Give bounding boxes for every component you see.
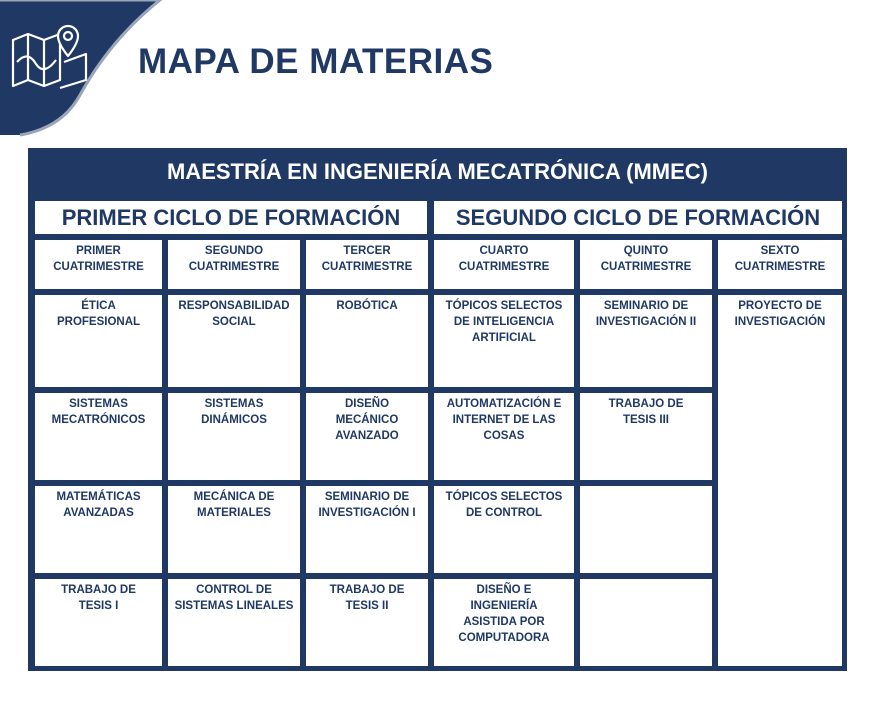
subject-cell-label: CONTROL DE SISTEMAS LINEALES (174, 584, 294, 612)
subject-cell (35, 579, 162, 666)
subject-cell (168, 295, 300, 387)
subject-cell-label: TÓPICOS SELECTOS DE INTELIGENCIA ARTIFICIAL (445, 300, 563, 344)
subject-cell (580, 486, 712, 573)
term-header-3-label: TERCER CUATRIMESTRE (321, 245, 413, 273)
term-header-6 (718, 240, 842, 289)
subject-cell (168, 486, 300, 573)
subject-cell (306, 393, 428, 480)
subject-cell (35, 295, 162, 387)
subject-cell (434, 579, 574, 666)
subject-cell-label: MECÁNICA DE MATERIALES (193, 491, 275, 519)
page-title: MAPA DE MATERIAS (138, 42, 494, 81)
subject-cell (168, 393, 300, 480)
subject-cell-label: SEMINARIO DE INVESTIGACIÓN I (318, 491, 416, 519)
term-header-6-label: SEXTO CUATRIMESTRE (734, 245, 826, 273)
term-header-1-label: PRIMER CUATRIMESTRE (53, 245, 144, 273)
subject-cell (580, 393, 712, 480)
subject-cell-label: MATEMÁTICAS AVANZADAS (56, 491, 141, 519)
term-header-4 (434, 240, 574, 289)
subject-cell (35, 393, 162, 480)
program-title: MAESTRÍA EN INGENIERÍA MECATRÓNICA (MMEC) (166, 159, 709, 184)
subject-cell-label: TÓPICOS SELECTOS DE CONTROL (445, 491, 563, 519)
term-header-2 (168, 240, 300, 289)
term-header-5 (580, 240, 712, 289)
subject-cell (434, 295, 574, 387)
subject-map-table (28, 148, 847, 671)
subject-cell-label: TRABAJO DE TESIS I (61, 584, 136, 612)
subject-cell-label: TRABAJO DE TESIS III (608, 398, 684, 426)
term-header-3 (306, 240, 428, 289)
subject-cell (306, 295, 428, 387)
subject-cell (434, 393, 574, 480)
subject-cell (168, 579, 300, 666)
subject-cell-label: RESPONSABILIDAD SOCIAL (178, 300, 290, 328)
second-cycle-header: SEGUNDO CICLO DE FORMACIÓN (434, 201, 842, 234)
subject-cell-label: ROBÓTICA (336, 300, 398, 312)
term-header-2-label: SEGUNDO CUATRIMESTRE (188, 245, 280, 273)
subject-cell (35, 486, 162, 573)
subject-cell (718, 295, 842, 666)
term-header-1 (35, 240, 162, 289)
term-header-5-label: QUINTO CUATRIMESTRE (600, 245, 692, 273)
first-cycle-header: PRIMER CICLO DE FORMACIÓN (35, 201, 427, 234)
subject-cell-label: DISEÑO E INGENIERÍA ASISTIDA POR COMPUTADORA (458, 584, 550, 644)
subject-cell-label: SISTEMAS DINÁMICOS (201, 398, 267, 426)
subject-cell (580, 579, 712, 666)
subject-cell (434, 486, 574, 573)
subject-cell (580, 295, 712, 387)
subject-cell (306, 579, 428, 666)
subject-cell (306, 486, 428, 573)
subject-cell-label: SISTEMAS MECATRÓNICOS (51, 398, 146, 426)
subject-cell-label: TRABAJO DE TESIS II (329, 584, 405, 612)
subject-cell-label: SEMINARIO DE INVESTIGACIÓN II (595, 300, 697, 328)
subject-cell-label: AUTOMATIZACIÓN E INTERNET DE LAS COSAS (446, 398, 562, 442)
subject-cell-label: PROYECTO DE INVESTIGACIÓN (734, 300, 826, 328)
term-header-4-label: CUARTO CUATRIMESTRE (458, 245, 550, 273)
subject-cell-label: DISEÑO MECÁNICO AVANZADO (335, 398, 399, 442)
subject-cell-label: ÉTICA PROFESIONAL (56, 300, 141, 328)
